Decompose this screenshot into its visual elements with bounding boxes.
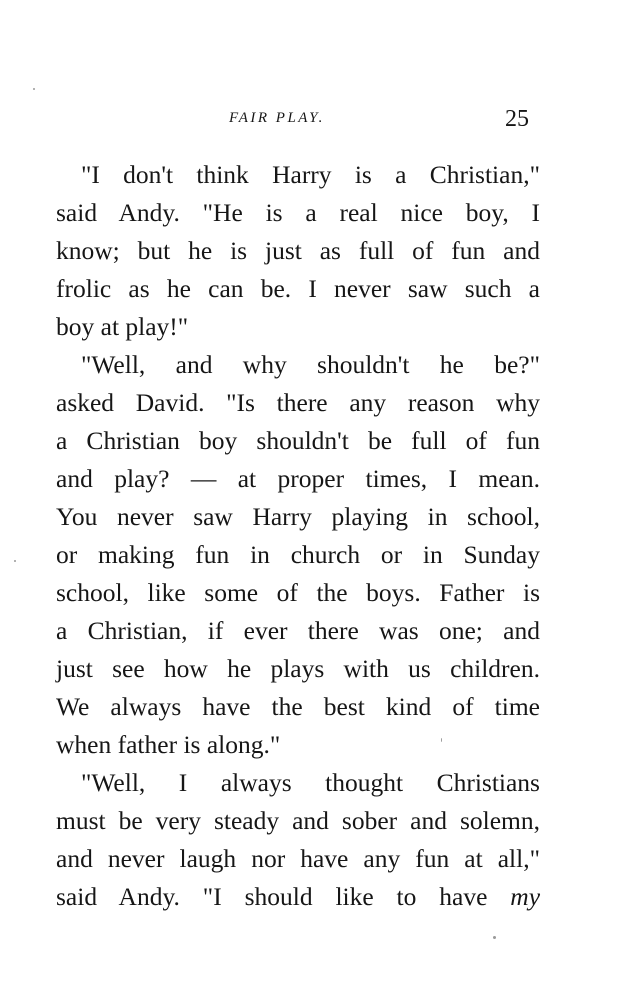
running-title: FAIR PLAY. [229,110,325,126]
paper-speck [441,738,442,742]
text-line: boy at play!" [56,312,189,341]
text-line: just see how he plays with us children. [56,654,540,683]
text-line: "Well, and why shouldn't he be?" [81,350,540,379]
text-line: "I don't think Harry is a Christian," [81,160,540,189]
text-line: a Christian boy shouldn't be full of fun [56,426,540,455]
text-line: or making fun in church or in Sunday [56,540,540,569]
text-line: asked David. "Is there any reason why [56,388,540,417]
page-number: 25 [505,106,529,132]
running-header [0,106,633,136]
paper-speck [493,936,496,939]
italic-word: my [510,882,541,911]
text-line: when father is along." [56,730,281,759]
text-line: said Andy. "He is a real nice boy, I [56,198,540,227]
text-line: We always have the best kind of time [56,692,540,721]
text-line: You never saw Harry playing in school, [56,502,540,531]
text-line: and never laugh nor have any fun at all," [56,844,540,873]
text-line: school, like some of the boys. Father is [56,578,540,607]
text-line-main: said Andy. "I should like to have [56,882,488,911]
text-line: know; but he is just as full of fun and [56,236,540,265]
paper-speck [33,88,35,90]
text-line: frolic as he can be. I never saw such a [56,274,540,303]
text-line: a Christian, if ever there was one; and [56,616,540,645]
text-line: "Well, I always thought Christians [81,768,540,797]
text-line-last [56,878,540,916]
body-text [56,156,540,916]
text-line: and play? — at proper times, I mean. [56,464,540,493]
text-line: must be very steady and sober and solemn, [56,806,540,835]
paper-speck [14,560,16,562]
